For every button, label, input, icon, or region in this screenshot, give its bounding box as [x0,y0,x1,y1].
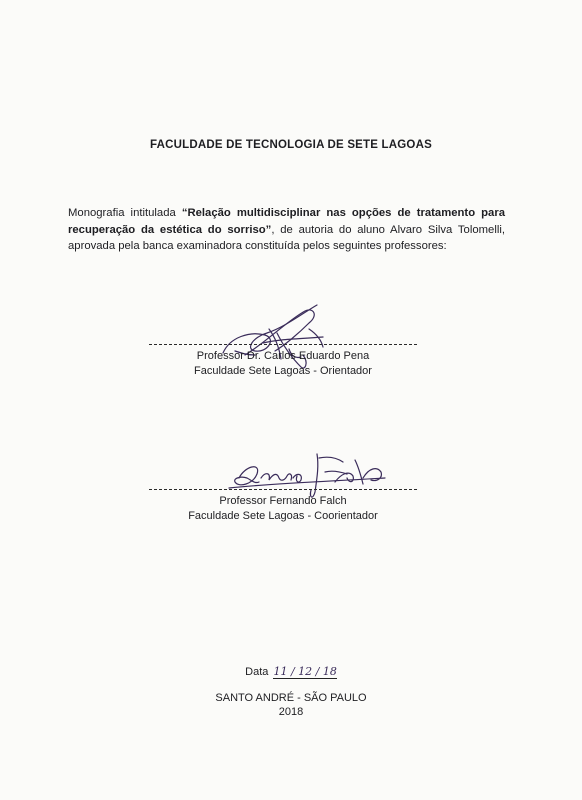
signatory-1-name: Professor Dr. Carlos Eduardo Pena [196,350,370,362]
year: 2018 [278,706,304,718]
date-label: Data [245,666,269,678]
approval-paragraph [68,205,505,255]
institution-title: FACULDADE DE TECNOLOGIA DE SETE LAGOAS [150,139,432,151]
signatory-2-block [149,494,417,524]
signature-line-1 [149,344,417,345]
date-row [0,665,582,679]
signatory-2-name: Professor Fernando Falch [219,495,347,507]
approval-rest: , de autoria do aluno Alvaro Silva Tolomelli, aprovada pela banca examinadora constituída pelos seguintes professores: [68,223,505,252]
location: SANTO ANDRÉ - SÃO PAULO [215,692,367,704]
date-value: 11 / 12 / 18 [273,665,337,678]
monograph-title: “Relação multidisciplinar nas opções de tratamento para recuperação da estética do sorriso” [68,207,505,236]
signatory-1-role: Faculdade Sete Lagoas - Orientador [194,365,372,377]
signatory-1-block [149,349,417,379]
signatory-2-role: Faculdade Sete Lagoas - Coorientador [188,510,378,522]
approval-intro: Monografia intitulada [68,207,182,219]
signature-line-2 [149,489,417,490]
